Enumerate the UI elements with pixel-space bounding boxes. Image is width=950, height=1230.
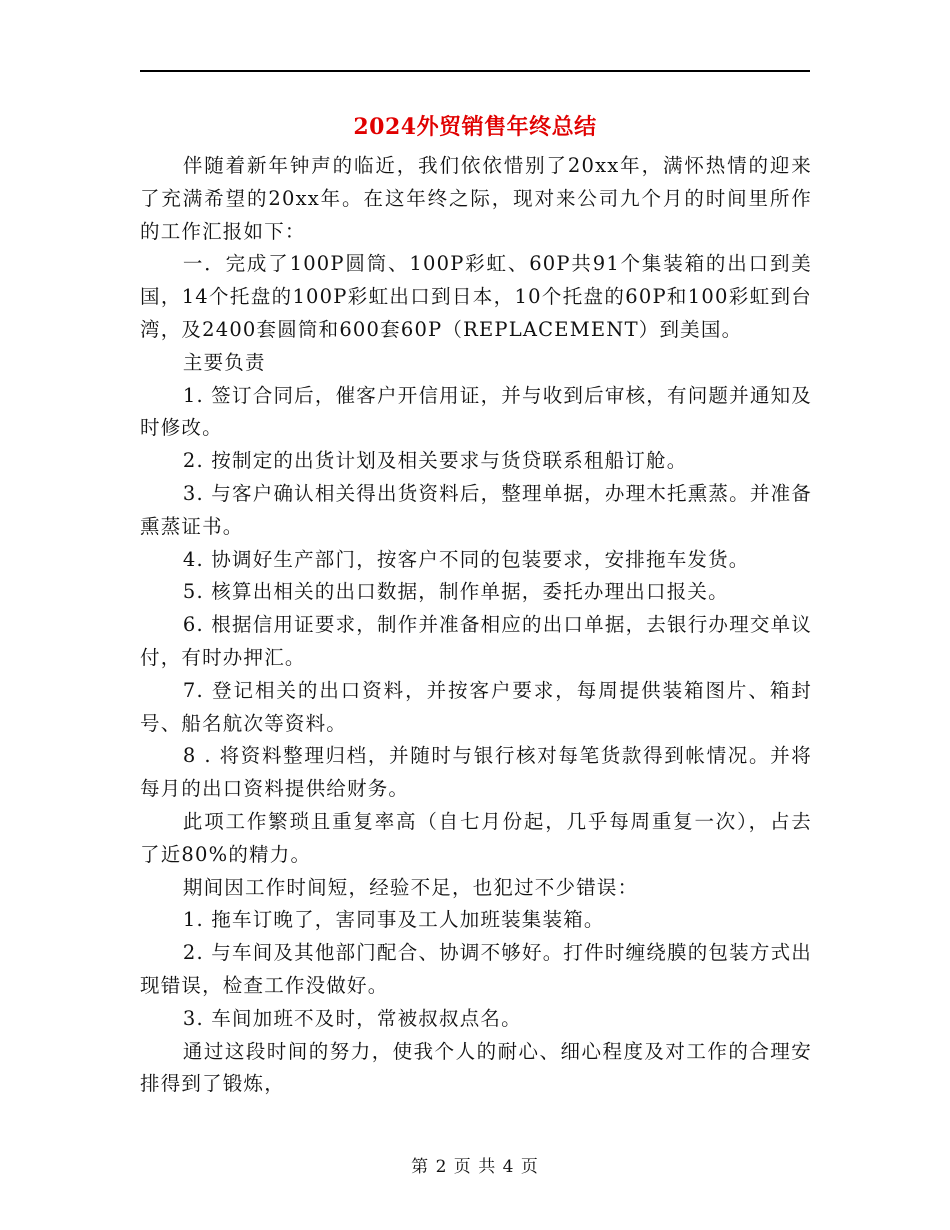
paragraph-mistakes-heading: 期间因工作时间短，经验不足，也犯过不少错误： [182, 875, 639, 899]
list-item: 3. 与客户确认相关得出货资料后，整理单据，办理木托熏蒸。并准备熏蒸证书。 [140, 481, 812, 538]
list-item: 2. 与车间及其他部门配合、协调不够好。打件时缠绕膜的包装方式出现错误，检查工作没做好。 [140, 941, 812, 997]
paragraph-responsibilities-heading: 主要负责 [182, 350, 266, 374]
paragraph-achievements: 一．完成了100P圆筒、100P彩虹、60P共91个集装箱的出口到美国，14个托盘的100P彩虹出口到日本，10个托盘的60P和100彩虹到台湾，及2400套圆筒和600套60P（REPLACEMENT）到美国。 [140, 252, 812, 341]
header-rule [140, 70, 810, 72]
list-item: 7. 登记相关的出口资料，并按客户要求，每周提供装箱图片、箱封号、船名航次等资料。 [140, 678, 812, 735]
document-title: 2024外贸销售年终总结 [353, 114, 597, 140]
list-item: 1. 拖车订晚了，害同事及工人加班装集装箱。 [182, 908, 605, 932]
list-item: 4. 协调好生产部门，按客户不同的包装要求，安排拖车发货。 [182, 547, 750, 571]
list-item: 5. 核算出相关的出口数据，制作单据，委托办理出口报关。 [182, 580, 729, 604]
paragraph-intro: 伴随着新年钟声的临近，我们依依惜别了20xx年，满怀热情的迎来了充满希望的20xx年。在这年终之际，现对来公司九个月的时间里所作的工作汇报如下： [140, 154, 812, 243]
list-item: 3. 车间加班不及时，常被叔叔点名。 [182, 1006, 522, 1030]
document-body [140, 150, 812, 1101]
list-item: 6. 根据信用证要求，制作并准备相应的出口单据，去银行办理交单议付，有时办押汇。 [140, 613, 812, 669]
list-item: 8 . 将资料整理归档，并随时与银行核对每笔货款得到帐情况。并将每月的出口资料提供给财务。 [140, 744, 812, 801]
list-item: 1. 签订合同后，催客户开信用证，并与收到后审核，有问题并通知及时修改。 [140, 383, 812, 440]
paragraph-workload: 此项工作繁琐且重复率高（自七月份起，几乎每周重复一次），占去了近80%的精力。 [140, 809, 812, 866]
list-item: 2. 按制定的出货计划及相关要求与货贷联系租船订舱。 [182, 449, 688, 473]
page-number: 第 2 页 共 4 页 [411, 1157, 539, 1177]
paragraph-conclusion: 通过这段时间的努力，使我个人的耐心、细心程度及对工作的合理安排得到了锻炼， [140, 1039, 812, 1096]
